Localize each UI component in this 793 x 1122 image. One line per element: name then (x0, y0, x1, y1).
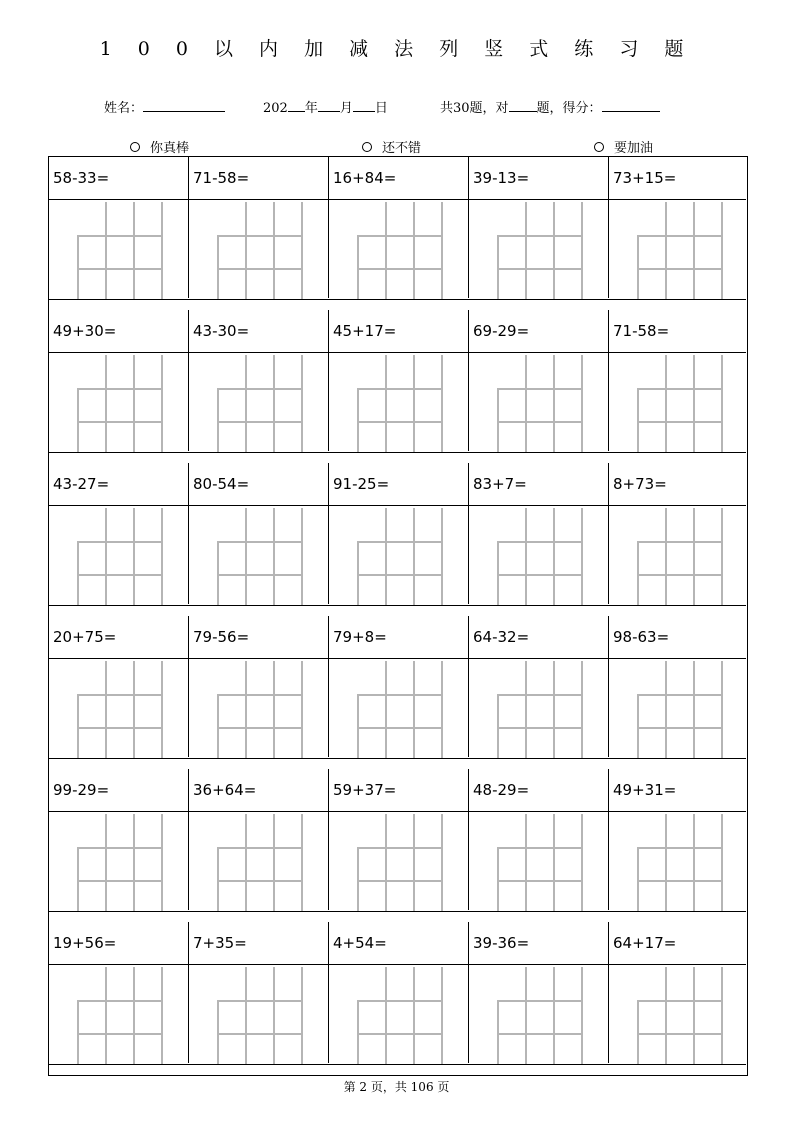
rating-label: 你真棒 (150, 141, 190, 156)
grid-line (217, 1000, 302, 1002)
equation-text: 49+30= (53, 322, 117, 340)
grid-line (217, 694, 302, 696)
answer-grid[interactable] (357, 508, 441, 606)
answer-grid[interactable] (217, 661, 301, 759)
equation-text: 7+35= (193, 934, 247, 952)
date-field-group (263, 97, 388, 116)
page-title: 1 0 0 以 内 加 减 法 列 竖 式 练 习 题 (99, 38, 694, 60)
grid-line (77, 421, 162, 423)
grid-line (525, 814, 527, 912)
block-separator (49, 605, 746, 606)
grid-line (77, 880, 162, 882)
grid-line (553, 661, 555, 759)
grid-line (161, 202, 163, 300)
grid-line (161, 508, 163, 606)
grid-line (217, 268, 302, 270)
answer-grid[interactable] (77, 202, 161, 300)
grid-line (441, 967, 443, 1065)
problem-cell[interactable] (49, 157, 189, 298)
answer-grid[interactable] (217, 508, 301, 606)
grid-line (637, 727, 722, 729)
grid-line (245, 661, 247, 759)
grid-line (77, 1033, 162, 1035)
circle-icon (362, 142, 372, 152)
problem-cell[interactable] (329, 463, 469, 604)
answer-grid[interactable] (357, 355, 441, 453)
problem-row (49, 463, 746, 604)
answer-grid[interactable] (497, 661, 581, 759)
problem-cell[interactable] (469, 616, 609, 757)
problem-cell[interactable] (189, 157, 329, 298)
grid-line (553, 355, 555, 453)
grid-line (77, 694, 162, 696)
grid-line (217, 421, 302, 423)
grid-line (77, 727, 162, 729)
grid-line (357, 847, 442, 849)
grid-line (441, 355, 443, 453)
grid-line (497, 1000, 582, 1002)
grid-line (77, 235, 162, 237)
grid-line (693, 967, 695, 1065)
grid-line (217, 388, 302, 390)
grid-line (637, 880, 722, 882)
grid-line (721, 661, 723, 759)
grid-line (77, 847, 162, 849)
grid-line (637, 694, 722, 696)
answer-grid[interactable] (497, 202, 581, 300)
grid-line (581, 508, 583, 606)
grid-line (581, 967, 583, 1065)
grid-line (665, 967, 667, 1065)
rating-option-3[interactable] (594, 137, 653, 156)
grid-line (245, 355, 247, 453)
month-blank[interactable] (318, 99, 340, 112)
grid-line (217, 727, 302, 729)
answer-grid[interactable] (217, 202, 301, 300)
equation-text: 43-30= (193, 322, 250, 340)
grid-line (273, 508, 275, 606)
grid-line (273, 814, 275, 912)
score-field-group (440, 97, 660, 116)
grid-line (497, 541, 582, 543)
grid-line (413, 508, 415, 606)
equation-text: 16+84= (333, 169, 397, 187)
grid-line (665, 355, 667, 453)
problem-cell[interactable] (49, 922, 189, 1063)
answer-grid[interactable] (217, 967, 301, 1065)
answer-grid[interactable] (77, 355, 161, 453)
grid-line (301, 814, 303, 912)
grid-line (637, 388, 722, 390)
problem-cell[interactable] (189, 922, 329, 1063)
equation-text: 64+17= (613, 934, 677, 952)
grid-line (385, 508, 387, 606)
problem-cell[interactable] (189, 616, 329, 757)
grid-line (413, 202, 415, 300)
grid-line (721, 355, 723, 453)
grid-line (217, 1033, 302, 1035)
grid-line (77, 388, 162, 390)
grid-line (693, 661, 695, 759)
grid-line (721, 508, 723, 606)
answer-grid[interactable] (637, 508, 721, 606)
answer-grid[interactable] (217, 355, 301, 453)
grid-line (497, 694, 582, 696)
grid-line (665, 508, 667, 606)
grid-line (245, 814, 247, 912)
grid-line (357, 268, 442, 270)
grid-line (245, 202, 247, 300)
grid-line (581, 661, 583, 759)
grid-line (105, 355, 107, 453)
grid-line (497, 1033, 582, 1035)
grid-line (665, 814, 667, 912)
month-label: 月 (339, 101, 353, 116)
grid-line (525, 508, 527, 606)
grid-line (357, 574, 442, 576)
rating-label: 要加油 (614, 141, 654, 156)
rating-label: 还不错 (382, 141, 422, 156)
equation-text: 36+64= (193, 781, 257, 799)
grid-line (497, 847, 582, 849)
grid-line (357, 880, 442, 882)
answer-grid[interactable] (497, 814, 581, 912)
grid-line (693, 508, 695, 606)
grid-line (161, 814, 163, 912)
grid-line (581, 814, 583, 912)
grid-line (217, 847, 302, 849)
name-blank[interactable] (143, 99, 225, 112)
grid-line (553, 202, 555, 300)
equation-text: 69-29= (473, 322, 530, 340)
equation-text: 79-56= (193, 628, 250, 646)
grid-line (413, 967, 415, 1065)
answer-grid[interactable] (357, 202, 441, 300)
grid-line (357, 388, 442, 390)
grid-line (441, 508, 443, 606)
answer-grid[interactable] (77, 508, 161, 606)
grid-line (581, 355, 583, 453)
problem-cell[interactable] (329, 769, 469, 910)
grid-line (273, 967, 275, 1065)
equation-text: 49+31= (613, 781, 677, 799)
grid-line (105, 508, 107, 606)
grid-line (217, 235, 302, 237)
equation-text: 43-27= (53, 475, 110, 493)
grid-line (553, 508, 555, 606)
grid-line (441, 661, 443, 759)
equation-text: 80-54= (193, 475, 250, 493)
block-separator (49, 452, 746, 453)
answer-grid[interactable] (637, 967, 721, 1065)
problem-cell[interactable] (49, 616, 189, 757)
answer-grid[interactable] (497, 355, 581, 453)
problem-row (49, 616, 746, 757)
grid-line (217, 541, 302, 543)
answer-grid[interactable] (357, 967, 441, 1065)
problem-cell[interactable] (469, 310, 609, 451)
grid-line (413, 661, 415, 759)
problem-cell[interactable] (329, 922, 469, 1063)
grid-line (273, 355, 275, 453)
grid-line (161, 967, 163, 1065)
grid-line (357, 1000, 442, 1002)
grid-line (497, 268, 582, 270)
grid-line (385, 814, 387, 912)
answer-grid[interactable] (77, 967, 161, 1065)
problem-cell[interactable] (189, 310, 329, 451)
grid-line (273, 202, 275, 300)
problem-cell[interactable] (469, 769, 609, 910)
answer-grid[interactable] (637, 202, 721, 300)
answer-grid[interactable] (357, 814, 441, 912)
grid-line (525, 355, 527, 453)
grid-line (301, 967, 303, 1065)
answer-grid[interactable] (497, 967, 581, 1065)
equation-text: 64-32= (473, 628, 530, 646)
problem-cell[interactable] (609, 310, 746, 451)
grid-line (497, 574, 582, 576)
grid-line (497, 388, 582, 390)
grid-line (721, 967, 723, 1065)
circle-icon (130, 142, 140, 152)
problem-cell[interactable] (49, 310, 189, 451)
year-prefix: 202 (263, 101, 288, 116)
grid-line (665, 202, 667, 300)
name-field-group (104, 97, 225, 116)
grid-line (497, 235, 582, 237)
grid-line (133, 661, 135, 759)
year-blank[interactable] (288, 99, 305, 112)
circle-icon (594, 142, 604, 152)
grid-line (133, 355, 135, 453)
grid-line (357, 235, 442, 237)
answer-grid[interactable] (77, 661, 161, 759)
grid-line (525, 202, 527, 300)
problem-cell[interactable] (329, 616, 469, 757)
grid-line (385, 661, 387, 759)
grid-line (161, 355, 163, 453)
equation-text: 71-58= (193, 169, 250, 187)
answer-grid[interactable] (77, 814, 161, 912)
equation-text: 4+54= (333, 934, 387, 952)
grid-line (637, 1000, 722, 1002)
grid-line (357, 1033, 442, 1035)
problem-row (49, 310, 746, 451)
grid-line (77, 541, 162, 543)
problem-cell[interactable] (469, 922, 609, 1063)
equation-text: 73+15= (613, 169, 677, 187)
grid-line (413, 355, 415, 453)
problem-row (49, 922, 746, 1063)
equation-text: 98-63= (613, 628, 670, 646)
worksheet-grid (48, 156, 748, 1076)
grid-line (385, 355, 387, 453)
grid-line (637, 268, 722, 270)
problem-cell[interactable] (469, 157, 609, 298)
equation-text: 39-13= (473, 169, 530, 187)
grid-line (105, 661, 107, 759)
year-label: 年 (304, 101, 318, 116)
rating-option-2[interactable] (362, 137, 421, 156)
grid-line (105, 967, 107, 1065)
problem-row (49, 769, 746, 910)
answer-grid[interactable] (217, 814, 301, 912)
problem-cell[interactable] (189, 463, 329, 604)
grid-line (105, 814, 107, 912)
grid-line (161, 661, 163, 759)
grid-line (77, 268, 162, 270)
equation-text: 79+8= (333, 628, 387, 646)
page-footer: 第 2 页，共 106 页 (343, 1080, 450, 1094)
problem-cell[interactable] (329, 157, 469, 298)
correct-blank[interactable] (509, 99, 537, 112)
score-blank[interactable] (602, 99, 660, 112)
rating-option-1[interactable] (130, 137, 189, 156)
equation-text: 58-33= (53, 169, 110, 187)
problem-cell[interactable] (49, 769, 189, 910)
grid-line (693, 814, 695, 912)
problem-cell[interactable] (609, 463, 746, 604)
grid-line (301, 661, 303, 759)
grid-line (245, 967, 247, 1065)
grid-line (441, 202, 443, 300)
day-label: 日 (374, 101, 388, 116)
grid-line (385, 202, 387, 300)
problem-cell[interactable] (189, 769, 329, 910)
equation-text: 83+7= (473, 475, 527, 493)
grid-line (217, 880, 302, 882)
equation-text: 71-58= (613, 322, 670, 340)
grid-line (301, 508, 303, 606)
grid-line (301, 355, 303, 453)
problem-cell[interactable] (609, 922, 746, 1063)
grid-line (693, 355, 695, 453)
equation-text: 19+56= (53, 934, 117, 952)
grid-line (637, 574, 722, 576)
grid-line (105, 202, 107, 300)
problem-cell[interactable] (329, 310, 469, 451)
name-label: 姓名： (104, 101, 144, 116)
problem-row (49, 157, 746, 298)
grid-line (637, 235, 722, 237)
equation-text: 45+17= (333, 322, 397, 340)
answer-grid[interactable] (497, 508, 581, 606)
grid-line (413, 814, 415, 912)
problem-cell[interactable] (609, 616, 746, 757)
grid-line (133, 967, 135, 1065)
grid-line (301, 202, 303, 300)
grid-line (553, 967, 555, 1065)
problem-cell[interactable] (609, 769, 746, 910)
grid-line (553, 814, 555, 912)
grid-line (525, 661, 527, 759)
total-label: 共30题，对 (440, 101, 509, 116)
grid-line (665, 661, 667, 759)
equation-text: 39-36= (473, 934, 530, 952)
grid-line (637, 847, 722, 849)
grid-line (497, 727, 582, 729)
grid-line (273, 661, 275, 759)
grid-line (693, 202, 695, 300)
grid-line (357, 541, 442, 543)
grid-line (441, 814, 443, 912)
grid-line (497, 421, 582, 423)
block-separator (49, 299, 746, 300)
grid-line (637, 1033, 722, 1035)
equation-text: 99-29= (53, 781, 110, 799)
block-separator (49, 911, 746, 912)
grid-line (133, 202, 135, 300)
answer-grid[interactable] (637, 661, 721, 759)
grid-line (385, 967, 387, 1065)
grid-line (525, 967, 527, 1065)
block-separator (49, 1064, 746, 1065)
block-separator (49, 758, 746, 759)
grid-line (357, 694, 442, 696)
equation-text: 8+73= (613, 475, 667, 493)
answer-grid[interactable] (357, 661, 441, 759)
answer-grid[interactable] (637, 814, 721, 912)
grid-line (133, 508, 135, 606)
problem-cell[interactable] (609, 157, 746, 298)
answer-grid[interactable] (637, 355, 721, 453)
grid-line (581, 202, 583, 300)
equation-text: 48-29= (473, 781, 530, 799)
grid-line (721, 814, 723, 912)
grid-line (357, 727, 442, 729)
equation-text: 20+75= (53, 628, 117, 646)
problem-cell[interactable] (469, 463, 609, 604)
grid-line (77, 1000, 162, 1002)
equation-text: 59+37= (333, 781, 397, 799)
grid-line (245, 508, 247, 606)
grid-line (637, 421, 722, 423)
grid-line (77, 574, 162, 576)
grid-line (721, 202, 723, 300)
grid-line (637, 541, 722, 543)
problem-cell[interactable] (49, 463, 189, 604)
correct-suffix: 题，得分： (536, 101, 602, 116)
grid-line (497, 880, 582, 882)
day-blank[interactable] (353, 99, 375, 112)
grid-line (133, 814, 135, 912)
grid-line (357, 421, 442, 423)
equation-text: 91-25= (333, 475, 390, 493)
grid-line (217, 574, 302, 576)
